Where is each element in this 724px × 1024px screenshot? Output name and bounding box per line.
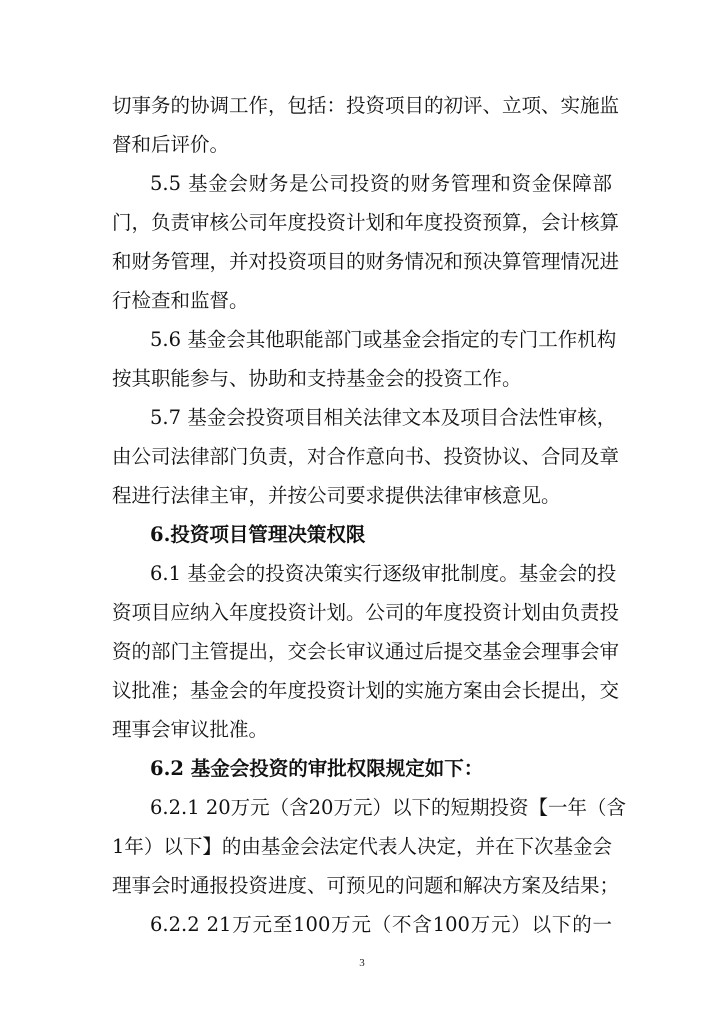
text-line: 督和后评价。 (112, 133, 230, 156)
text-line: 5.7 基金会投资项目相关法律文本及项目合法性审核， (150, 406, 617, 429)
text-line: 和财务管理，并对投资项目的财务情况和预决算管理情况进 (112, 250, 620, 273)
text-line: 议批准；基金会的年度投资计划的实施方案由会长提出，交 (112, 679, 620, 702)
text-line: 6.2.1 20万元（含20万元）以下的短期投资【一年（含 (150, 796, 626, 819)
text-line: 1年）以下】的由基金会法定代表人决定，并在下次基金会 (112, 835, 612, 858)
text-line: 理事会审议批准。 (112, 718, 269, 741)
text-line: 门，负责审核公司年度投资计划和年度投资预算，会计核算 (112, 211, 620, 234)
text-line: 程进行法律主审，并按公司要求提供法律审核意见。 (112, 484, 561, 507)
text-line: 6.1 基金会的投资决策实行逐级审批制度。基金会的投 (150, 562, 617, 585)
text-line: 资项目应纳入年度投资计划。公司的年度投资计划由负责投 (112, 601, 620, 624)
page-number: 3 (359, 957, 365, 969)
text-line: 理事会时通报投资进度、可预见的问题和解决方案及结果； (112, 874, 620, 897)
text-line: 6.2.2 21万元至100万元（不含100万元）以下的一 (150, 913, 612, 936)
text-line: 切事务的协调工作，包括：投资项目的初评、立项、实施监 (112, 94, 620, 117)
text-line: 5.5 基金会财务是公司投资的财务管理和资金保障部 (150, 172, 612, 195)
section-heading: 6.投资项目管理决策权限 (150, 523, 366, 546)
text-line: 行检查和监督。 (112, 289, 249, 312)
section-heading: 6.2 基金会投资的审批权限规定如下： (150, 757, 484, 780)
text-line: 资的部门主管提出，交会长审议通过后提交基金会理事会审 (112, 640, 620, 663)
text-line: 由公司法律部门负责，对合作意向书、投资协议、合同及章 (112, 445, 620, 468)
text-line: 5.6 基金会其他职能部门或基金会指定的专门工作机构 (150, 328, 617, 351)
text-line: 按其职能参与、协助和支持基金会的投资工作。 (112, 367, 522, 390)
